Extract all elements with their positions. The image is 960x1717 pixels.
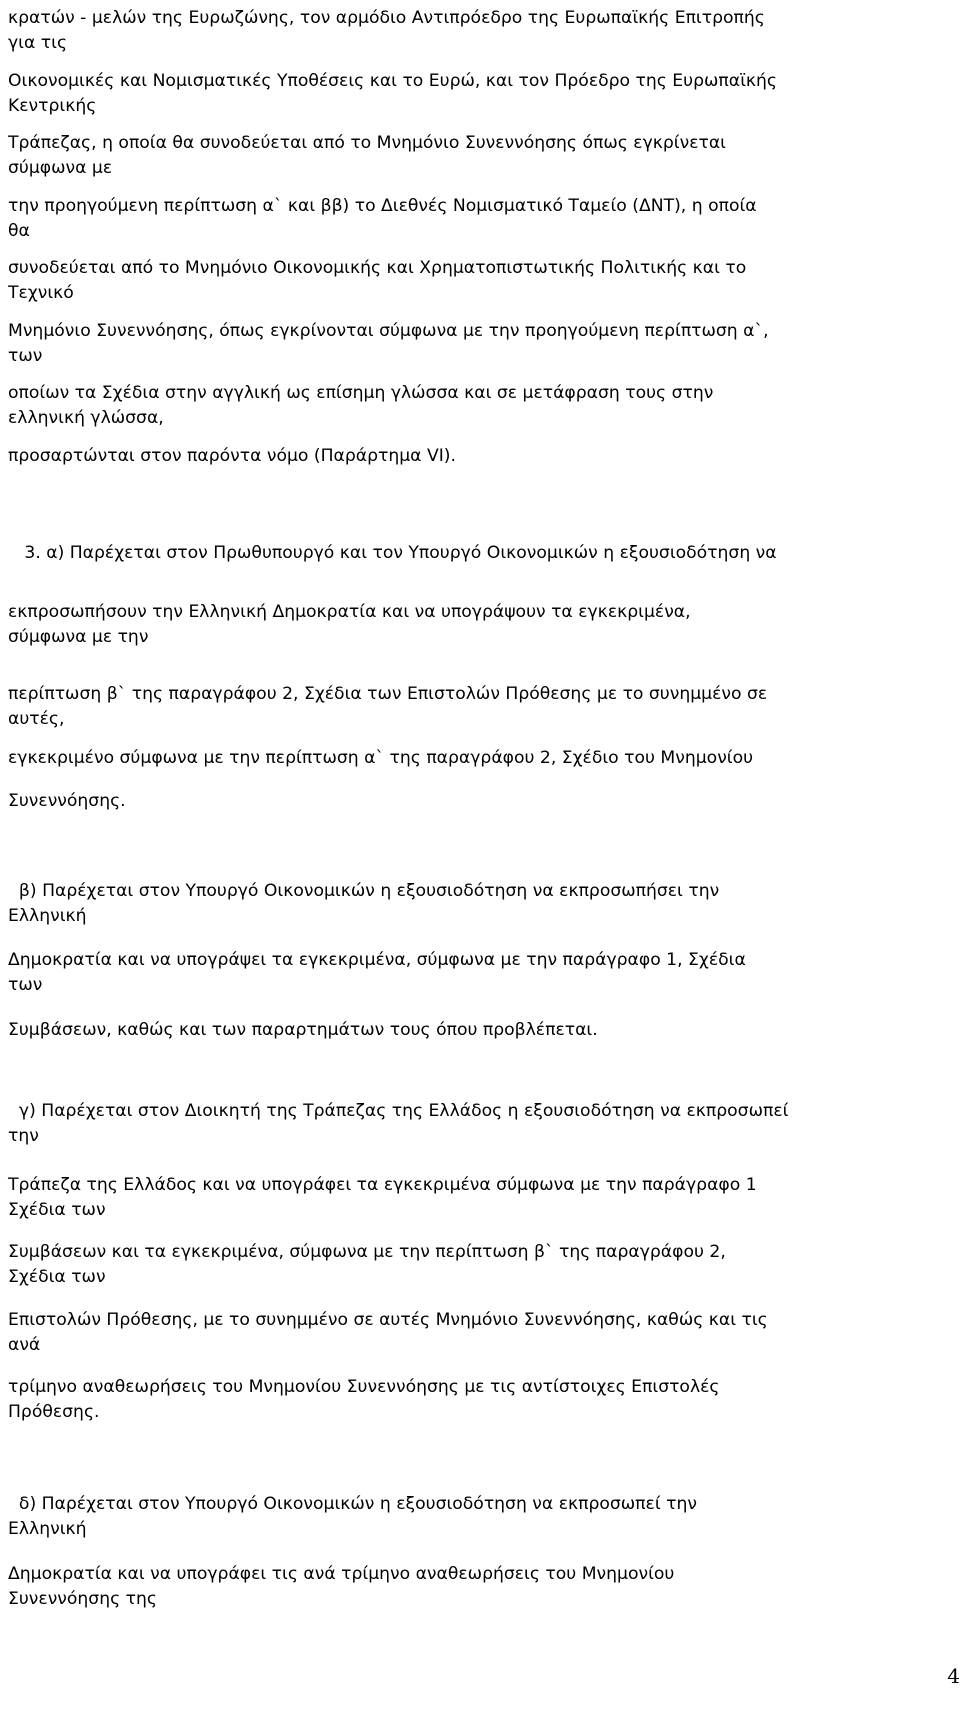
text-line: Σχέδια των xyxy=(8,1200,106,1220)
text-line: Ελληνική xyxy=(8,1519,87,1539)
text-line: των xyxy=(8,346,43,366)
text-line: κρατών - μελών της Ευρωζώνης, τον αρμόδιο Αντιπρόεδρο της Ευρωπαϊκής Επιτροπής xyxy=(8,8,765,28)
text-line: Μνημόνιο Συνεννόησης, όπως εγκρίνονται σύμφωνα με την προηγούμενη περίπτωση α`, xyxy=(8,321,769,341)
text-line: Τεχνικό xyxy=(8,283,74,303)
text-line: 3. α) Παρέχεται στον Πρωθυπουργό και τον Υπουργό Οικονομικών η εξουσιοδότηση να xyxy=(8,543,777,563)
text-line: γ) Παρέχεται στον Διοικητή της Τράπεζας της Ελλάδος η εξουσιοδότηση να εκπροσωπεί xyxy=(8,1101,789,1121)
text-line: την xyxy=(8,1126,39,1146)
text-line: Πρόθεσης. xyxy=(8,1402,100,1422)
text-line: δ) Παρέχεται στον Υπουργό Οικονομικών η εξουσιοδότηση να εκπροσωπεί την xyxy=(8,1494,697,1514)
text-line: Ελληνική xyxy=(8,906,87,926)
text-line: εκπροσωπήσουν την Ελληνική Δημοκρατία και να υπογράψουν τα εγκεκριμένα, xyxy=(8,602,691,622)
text-line: β) Παρέχεται στον Υπουργό Οικονομικών η εξουσιοδότηση να εκπροσωπήσει την xyxy=(8,881,720,901)
text-line: περίπτωση β` της παραγράφου 2, Σχέδια των Επιστολών Πρόθεσης με το συνημμένο σε xyxy=(8,684,768,704)
text-line: Επιστολών Πρόθεσης, με το συνημμένο σε αυτές Μνημόνιο Συνεννόησης, καθώς και τις xyxy=(8,1310,768,1330)
text-line: τρίμηνο αναθεωρήσεις του Μνημονίου Συνεννόησης με τις αντίστοιχες Επιστολές xyxy=(8,1377,720,1397)
text-line: Τράπεζα της Ελλάδος και να υπογράφει τα εγκεκριμένα σύμφωνα με την παράγραφο 1 xyxy=(8,1175,757,1195)
text-line: για τις xyxy=(8,33,68,53)
text-line: θα xyxy=(8,221,30,241)
text-line: προσαρτώνται στον παρόντα νόμο (Παράρτημα VI). xyxy=(8,446,456,466)
page-number: 4 xyxy=(947,1664,960,1688)
text-line: οποίων τα Σχέδια στην αγγλική ως επίσημη γλώσσα και σε μετάφραση τους στην xyxy=(8,383,714,403)
text-line: Συνεννόησης της xyxy=(8,1589,157,1609)
text-line: των xyxy=(8,975,43,995)
text-line: Δημοκρατία και να υπογράφει τις ανά τρίμηνο αναθεωρήσεις του Μνημονίου xyxy=(8,1564,675,1584)
text-line: ανά xyxy=(8,1335,41,1355)
text-line: Κεντρικής xyxy=(8,96,97,116)
text-line: Δημοκρατία και να υπογράψει τα εγκεκριμένα, σύμφωνα με την παράγραφο 1, Σχέδια xyxy=(8,950,746,970)
text-line: Συμβάσεων, καθώς και των παραρτημάτων τους όπου προβλέπεται. xyxy=(8,1020,598,1040)
text-line: Συμβάσεων και τα εγκεκριμένα, σύμφωνα με την περίπτωση β` της παραγράφου 2, xyxy=(8,1242,726,1262)
text-line: Σχέδια των xyxy=(8,1267,106,1287)
text-line: ελληνική γλώσσα, xyxy=(8,408,164,428)
text-line: αυτές, xyxy=(8,709,65,729)
text-line: σύμφωνα με την xyxy=(8,627,149,647)
text-line: εγκεκριμένο σύμφωνα με την περίπτωση α` της παραγράφου 2, Σχέδιο του Μνημονίου xyxy=(8,748,754,768)
text-line: Συνεννόησης. xyxy=(8,791,126,811)
text-line: Τράπεζας, η οποία θα συνοδεύεται από το Μνημόνιο Συνεννόησης όπως εγκρίνεται xyxy=(8,133,726,153)
text-line: Οικονομικές και Νομισματικές Υποθέσεις και το Ευρώ, και τον Πρόεδρο της Ευρωπαϊκής xyxy=(8,71,778,91)
text-line: την προηγούμενη περίπτωση α` και ββ) το Διεθνές Νομισματικό Ταμείο (ΔΝΤ), η οποία xyxy=(8,196,757,216)
text-line: συνοδεύεται από το Μνημόνιο Οικονομικής και Χρηματοπιστωτικής Πολιτικής και το xyxy=(8,258,747,278)
text-line: σύμφωνα με xyxy=(8,158,113,178)
